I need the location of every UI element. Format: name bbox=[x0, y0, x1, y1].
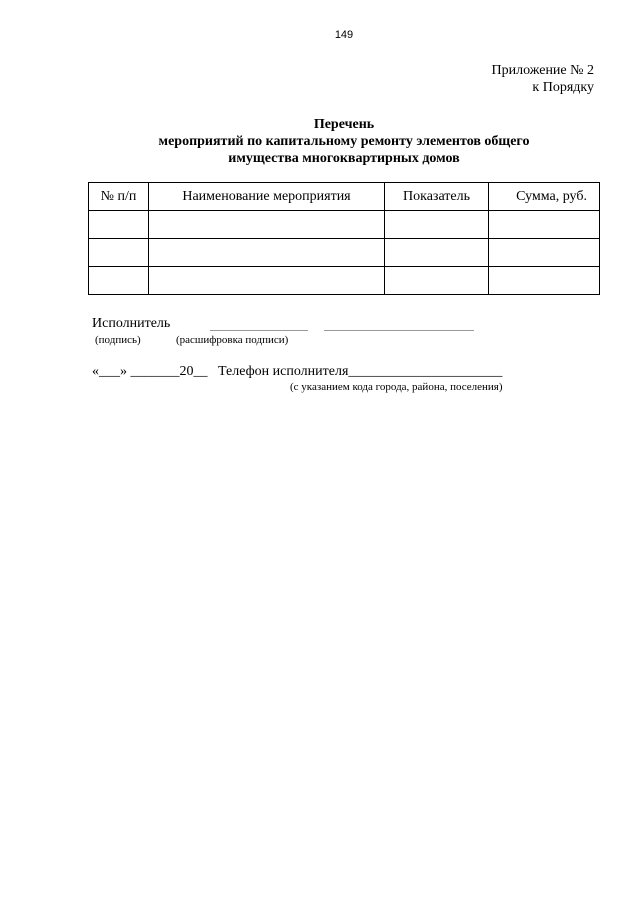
document-title-line-1: Перечень bbox=[313, 117, 375, 132]
table-cell bbox=[489, 267, 600, 295]
measures-table bbox=[88, 182, 600, 295]
table-cell bbox=[385, 239, 489, 267]
column-header-indicator: Показатель bbox=[385, 183, 489, 211]
page-number: 149 bbox=[334, 29, 354, 41]
table-cell bbox=[89, 211, 149, 239]
signature-line bbox=[210, 330, 308, 331]
column-header-sum: Сумма, руб. bbox=[489, 183, 600, 211]
table-cell bbox=[489, 239, 600, 267]
table-row bbox=[89, 211, 600, 239]
table-cell bbox=[149, 211, 385, 239]
table-cell bbox=[385, 267, 489, 295]
table-row bbox=[89, 239, 600, 267]
column-header-measure-name: Наименование мероприятия bbox=[149, 183, 385, 211]
table-header-row bbox=[89, 183, 600, 211]
appendix-number: Приложение № 2 bbox=[491, 63, 594, 78]
appendix-reference bbox=[492, 62, 595, 96]
executor-label: Исполнитель bbox=[92, 316, 171, 331]
date-and-phone-line: «___» _______20__ Телефон исполнителя______________________ bbox=[92, 364, 503, 379]
table-cell bbox=[149, 267, 385, 295]
table-cell bbox=[385, 211, 489, 239]
document-title-line-3: имущества многоквартирных домов bbox=[228, 151, 460, 166]
table-cell bbox=[149, 239, 385, 267]
signature-decoding-caption: (расшифровка подписи) bbox=[176, 334, 289, 346]
signature-caption: (подпись) bbox=[95, 334, 141, 346]
table-cell bbox=[489, 211, 600, 239]
table-cell bbox=[89, 267, 149, 295]
table-row bbox=[89, 267, 600, 295]
phone-caption: (с указанием кода города, района, поселения) bbox=[290, 381, 503, 393]
column-header-number: № п/п bbox=[89, 183, 149, 211]
document-title-line-2: мероприятий по капитальному ремонту элементов общего bbox=[158, 134, 530, 149]
document-title bbox=[0, 116, 640, 167]
appendix-to-order: к Порядку bbox=[532, 80, 594, 95]
table-cell bbox=[89, 239, 149, 267]
signature-decoding-line bbox=[324, 330, 474, 331]
